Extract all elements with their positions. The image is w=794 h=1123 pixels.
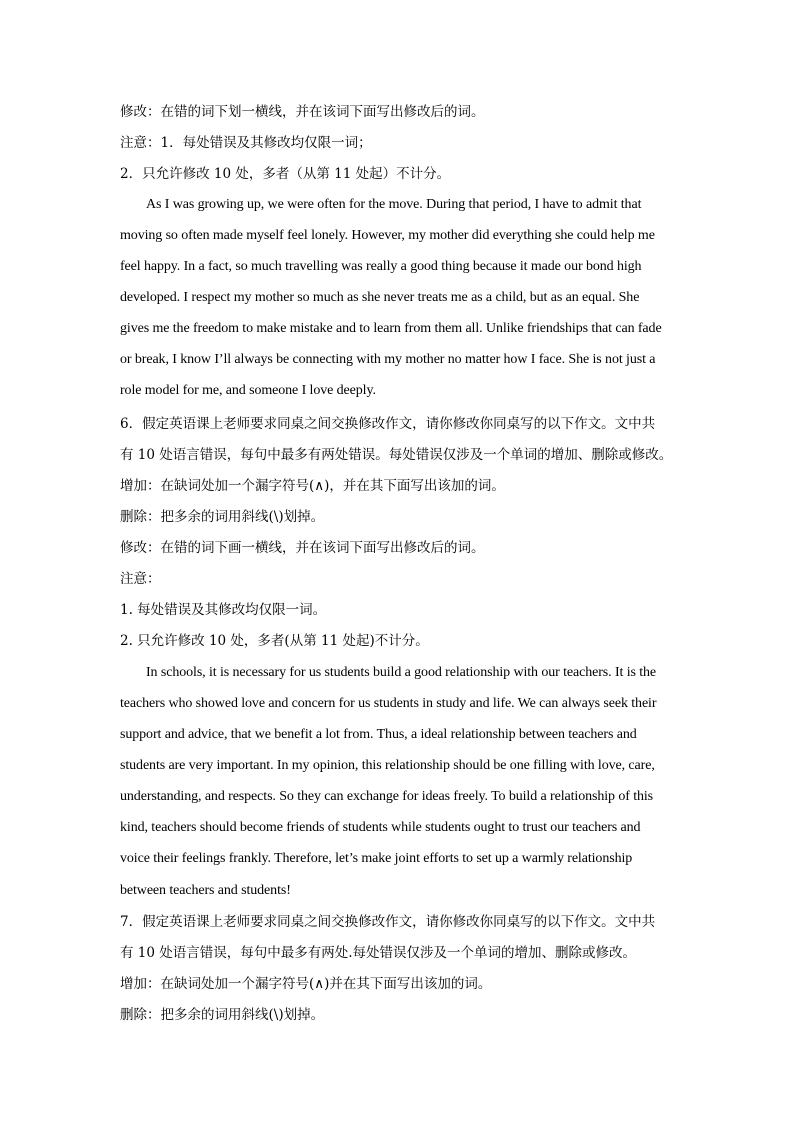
passage2-line: understanding, and respects. So they can exchange for ideas freely. To build a relationship of this bbox=[120, 789, 654, 804]
instruction-add: 增加：在缺词处加一个漏字符号(∧)并在其下面写出该加的词。 bbox=[120, 976, 492, 992]
passage2-line: kind, teachers should become friends of students while students ought to trust our teachers and bbox=[120, 820, 641, 835]
passage2-line: support and advice, that we benefit a lot from. Thus, a ideal relationship between teachers and bbox=[120, 727, 637, 742]
instruction-modify: 修改：在错的词下画一横线，并在该词下面写出修改后的词。 bbox=[120, 540, 485, 556]
passage2-line: voice their feelings frankly. Therefore, let’s make joint efforts to set up a warmly relationship bbox=[120, 851, 633, 866]
note-heading: 注意： bbox=[120, 571, 161, 587]
passage1-line: feel happy. In a fact, so much travelling was really a good thing because it made our bond high bbox=[120, 259, 642, 274]
passage2-line: teachers who showed love and concern for us students in study and life. We can always seek their bbox=[120, 696, 657, 711]
question-7-line-2: 有 10 处语言错误，每句中最多有两处.每处错误仅涉及一个单词的增加、删除或修改。 bbox=[120, 945, 637, 961]
note-item-2: 2. 只允许修改 10 处，多者(从第 11 处起)不计分。 bbox=[120, 633, 429, 649]
question-6-line-2: 有 10 处语言错误，每句中最多有两处错误。每处错误仅涉及一个单词的增加、删除或修改。 bbox=[120, 447, 673, 463]
passage2-line: In schools, it is necessary for us students build a good relationship with our teachers. It is the bbox=[146, 665, 657, 680]
note-item-1: 1. 每处错误及其修改均仅限一词。 bbox=[120, 602, 327, 618]
passage2-line: between teachers and students! bbox=[120, 883, 291, 898]
passage1-line: or break, I know I’ll always be connecting with my mother no matter how I face. She is not just a bbox=[120, 352, 656, 367]
passage2-line: students are very important. In my opinion, this relationship should be one filling with love, care, bbox=[120, 758, 655, 773]
passage1-line: gives me the freedom to make mistake and to learn from them all. Unlike friendships that can fade bbox=[120, 321, 662, 336]
note-line-2: 2．只允许修改 10 处，多者（从第 11 处起）不计分。 bbox=[120, 166, 451, 182]
note-line-1: 注意：1．每处错误及其修改均仅限一词； bbox=[120, 135, 372, 151]
passage1-line: moving so often made myself feel lonely. However, my mother did everything she could help me bbox=[120, 228, 655, 243]
passage1-line: developed. I respect my mother so much as she never treats me as a child, but as an equal. She bbox=[120, 290, 640, 305]
instruction-delete: 删除：把多余的词用斜线(\)划掉。 bbox=[120, 509, 325, 525]
question-7-line-1: 7．假定英语课上老师要求同桌之间交换修改作文，请你修改你同桌写的以下作文。文中共 bbox=[120, 914, 656, 930]
instruction-add: 增加：在缺词处加一个漏字符号(∧)，并在其下面写出该加的词。 bbox=[120, 478, 505, 494]
passage1-line: role model for me, and someone I love deeply. bbox=[120, 383, 376, 398]
passage1-line: As I was growing up, we were often for the move. During that period, I have to admit that bbox=[146, 197, 642, 212]
instruction-modify: 修改：在错的词下划一横线，并在该词下面写出修改后的词。 bbox=[120, 104, 485, 120]
instruction-delete: 删除：把多余的词用斜线(\)划掉。 bbox=[120, 1007, 325, 1023]
question-6-line-1: 6．假定英语课上老师要求同桌之间交换修改作文，请你修改你同桌写的以下作文。文中共 bbox=[120, 416, 656, 432]
